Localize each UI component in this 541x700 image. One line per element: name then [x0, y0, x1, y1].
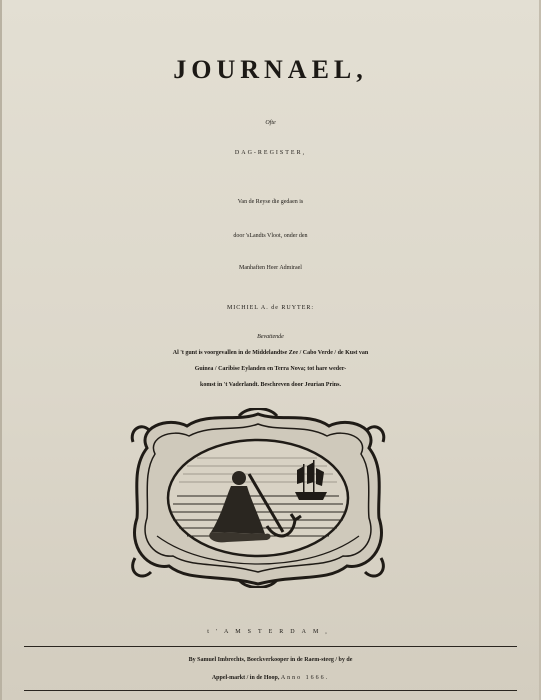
imprint-line-2: [2, 670, 539, 687]
imprint-rule: [24, 646, 517, 647]
contents-line-2: Guinea / Caribise Eylanden en Terra Nova; tot hare weder-: [194, 366, 347, 372]
subtitle: DAG-REGISTER,: [234, 150, 307, 156]
bevattende-label: Bevattende: [257, 334, 284, 340]
main-title: JOURNAEL,: [173, 55, 368, 84]
contents-line-3: komst in 't Vaderlandt. Beschreven door Jeurian Prins.: [200, 382, 341, 388]
title-line-2: door 'sLandts Vloot, onder den: [233, 233, 308, 239]
contents-line-1: Al 't gunt is voorgevallen in de Middelandtse Zee / Cabo Verde / de Kust van: [172, 350, 369, 356]
imprint-address: Appel-markt / in de Hoop,: [211, 675, 280, 681]
imprint-place: t'AMSTERDAM,: [207, 629, 334, 635]
printers-device-vignette: [127, 408, 389, 588]
imprint-year: Anno 1666.: [280, 675, 330, 681]
title-line-3: Manhaften Heer Admirael: [239, 265, 302, 271]
imprint-line-1: By Samuel Imbrechts, Boeckverkooper in de Raem-steeg / by de: [188, 657, 353, 663]
ofte-conjunction: Ofte: [265, 120, 276, 126]
imprint-bottom-rule: [24, 690, 517, 691]
admiral-name: MICHIEL A. de RUYTER:: [226, 305, 315, 311]
title-line-1: Van de Reyse die gedaen is: [237, 199, 304, 205]
